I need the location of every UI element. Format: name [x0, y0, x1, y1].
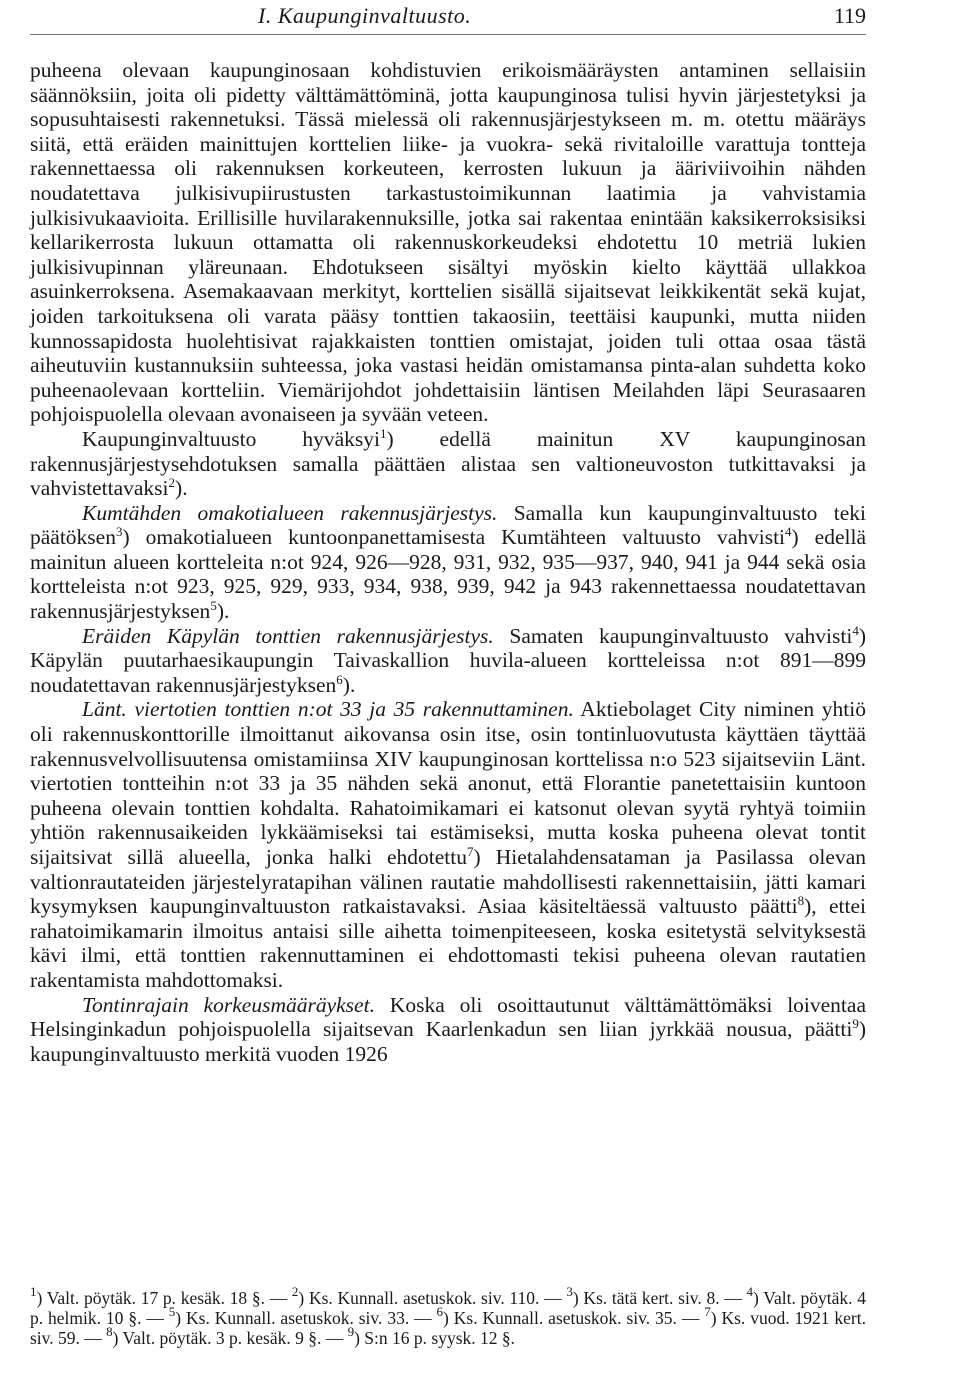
footnote-marker: 5	[210, 598, 217, 614]
text-run: ).	[216, 599, 230, 624]
text-run: ) Käpylän puutarhaesikaupungin Taivaskallion huvila-alueen kortteleissa n:ot 891—899 noudatettavan rakennusjärjestyksen	[30, 623, 866, 697]
paragraph	[30, 501, 866, 624]
page-number: 119	[833, 3, 866, 28]
footnote-marker: 2	[168, 475, 176, 491]
text-run: Koska oli osoittautunut välttämättömäksi loiventaa Helsinginkadun pohjoispuolella sijaitsevan Kaarlenkadun sen liian jyrkkää nousua, päätti	[30, 992, 866, 1042]
section-heading-italic: Tontinrajain korkeusmääräykset.	[82, 992, 375, 1017]
text-run: ).	[175, 476, 188, 501]
text-run: puheena olevaan kaupunginosaan kohdistuvien erikoismääräysten antaminen sellaisiin säännöksiin, joita oli pidetty välttämättöminä, jotta kaupunginosa tulisi hyvin järjestetyksi ja sopusuhtaisesti rakennetuksi. Tässä mielessä oli rakennusjärjestykseen m. m. otettu määräys siitä, että eräiden mainittujen korttelien liike- ja vuokra- sekä rivitaloille varattuja tontteja rakennettaessa oli rakennuksen korkeuteen, kerrosten lukuun ja ääriviivoihin nähden noudatettava julkisivupiirustusten tarkastustoimikunnan laatimia ja vahvistamia julkisivukaavioita. Erillisille huvilarakennuksille, jotka sai rakentaa enintään kaksikerroksisiksi kellarikerrosta lukuun ottamatta oli rakennuskorkeudeksi ehdotettu 10 metriä lukien julkisivupinnan yläreunaan. Ehdotukseen sisältyi myöskin kielto käyttää ullakkoa asuinkerroksena. Asemakaavaan merkityt, korttelien sisällä sijaitsevat leikkikentät sekä kujat, joiden tarkoituksena oli varata pääsy tonttien takaosiin, teettäisi kaupunki, mutta niiden kunnossapidosta huolehtisivat rajakkaisten tonttien omistajat, joiden tuli ottaa osaa tästä aiheutuviin kustannuksiin suhteessa, joka vastasi heidän omistamansa pinta-alan suhdetta koko puheenaolevaan kortteliin. Viemärijohdot johdettaisiin läntisen Meilahden läpi Seurasaaren pohjoispuolella olevaan avonaiseen ja syvään veteen.	[30, 58, 866, 427]
text-run: ), ettei rahatoimikamarin ilmoitus antaisi sille aihetta toimenpiteeseen, koska esitetystä selvityksestä kävi ilmi, että tonttien rakennuttaminen ei ehdottomasti tekisi puheena olevan rautatien rakentamista mahdottomaksi.	[30, 894, 866, 992]
footnote-marker: 8	[106, 1324, 113, 1339]
footnote-marker: 8	[797, 893, 805, 909]
footnote-marker: 3	[115, 524, 123, 540]
section-heading-italic: Kumtähden omakotialueen rakennusjärjestys.	[82, 500, 498, 525]
text-run: ) Hietalahdensataman ja Pasilassa olevan valtionrautateiden järjestelyratapihan välinen rautatie mahdollisesti rakennettaisiin, jätti kamari kysymyksen kaupunginvaltuuston ratkaistavaksi. Asiaa käsiteltäessä valtuusto päätti	[30, 845, 866, 919]
text-run: ) Ks. vuod. 1921 kert. siv. 59. —	[30, 1308, 866, 1348]
footnote-marker: 4	[746, 1284, 754, 1299]
footnotes	[30, 1284, 866, 1348]
footnote-marker: 6	[436, 1304, 444, 1319]
text-run: ).	[342, 672, 356, 697]
text-run: ) omakotialueen kuntoonpanettamisesta Kumtähteen valtuusto vahvisti	[122, 525, 786, 550]
text-run: ) Ks. Kunnall. asetuskok. siv. 35. —	[443, 1308, 705, 1328]
footnote-marker: 4	[852, 622, 859, 638]
text-run: ) Valt. pöytäk. 17 p. kesäk. 18 §. —	[36, 1288, 292, 1308]
text-run: Kaupunginvaltuusto hyväksyi	[82, 426, 380, 451]
text-run: ) Ks. Kunnall. asetuskok. siv. 110. —	[298, 1288, 567, 1308]
text-run: Samalla kun kaupunginvaltuusto teki päätöksen	[30, 500, 866, 550]
paragraph	[30, 697, 866, 992]
document-page	[30, 0, 866, 1348]
text-run: ) kaupunginvaltuusto merkitä vuoden 1926	[30, 1017, 866, 1066]
section-heading-italic: Länt. viertotien tonttien n:ot 33 ja 35 rakennuttaminen.	[82, 697, 574, 722]
text-run: ) Valt. pöytäk. 3 p. kesäk. 9 §. —	[112, 1328, 348, 1348]
footnote-paragraph	[30, 1284, 866, 1348]
paragraph	[30, 624, 866, 698]
footnote-marker: 3	[566, 1284, 573, 1299]
text-run: Samaten kaupunginvaltuusto vahvisti	[493, 623, 853, 648]
paragraph	[30, 58, 866, 427]
section-heading-italic: Eräiden Käpylän tonttien rakennusjärjestys.	[82, 623, 494, 648]
body-text	[30, 58, 866, 1066]
paragraph	[30, 993, 866, 1067]
footnote-marker: 5	[168, 1304, 176, 1319]
footnote-marker: 6	[336, 671, 343, 687]
running-title: I. Kaupunginvaltuusto.	[258, 3, 472, 28]
footnote-marker: 1	[379, 425, 387, 441]
text-run: ) edellä mainitun XV kaupunginosan rakennusjärjestysehdotuksen samalla päättäen alistaa sen valtioneuvoston tutkittavaksi ja vahvistettavaksi	[30, 426, 866, 501]
text-run: ) Valt. pöytäk. 4 p. helmik. 10 §. —	[30, 1288, 866, 1328]
footnote-marker: 1	[30, 1284, 37, 1299]
footnote-marker: 7	[704, 1304, 711, 1319]
paragraph	[30, 427, 866, 501]
footnote-marker: 2	[291, 1284, 299, 1299]
footnote-marker: 9	[852, 1016, 859, 1032]
footnote-marker: 7	[466, 844, 474, 859]
text-run: ) Ks. tätä kert. siv. 8. —	[572, 1288, 747, 1308]
page-header	[30, 0, 866, 35]
text-run: ) Ks. Kunnall. asetuskok. siv. 33. —	[175, 1308, 437, 1328]
text-run: ) S:n 16 p. syysk. 12 §.	[354, 1328, 516, 1348]
text-run: Aktiebolaget City niminen yhtiö oli rakennuskonttorille ilmoittanut aikovansa osin itse, osin tontinluovutusta käyttäen täyttää rakennusvelvollisuutensa omistamiinsa XIV kaupunginosan korttelissa n:o 523 sijaitseviin Länt. viertotien tontteihin n:ot 33 ja 35 nähden sekä anonut, että Florantie panetettaisiin kuntoon puheena olevain tonttien kohdalta. Rahatoimikamari ei katsonut olevan syytä ryhtyä toimiin yhtiön rakennusaikeiden lykkäämiseksi tai estämiseksi, mutta koska puheena olevat tontit sijaitsivat sillä alueella, jonka halki ehdotettu	[30, 697, 866, 869]
text-run: ) edellä mainitun alueen kortteleita n:ot 924, 926—928, 931, 932, 935—937, 940, 941 ja 944 sekä osia kortteleista n:ot 923, 925, 929, 933, 934, 938, 939, 942 ja 943 rakennettaessa noudatettavan rakennusjärjestyksen	[30, 525, 866, 624]
footnote-marker: 9	[347, 1324, 355, 1339]
footnote-marker: 4	[785, 524, 792, 540]
